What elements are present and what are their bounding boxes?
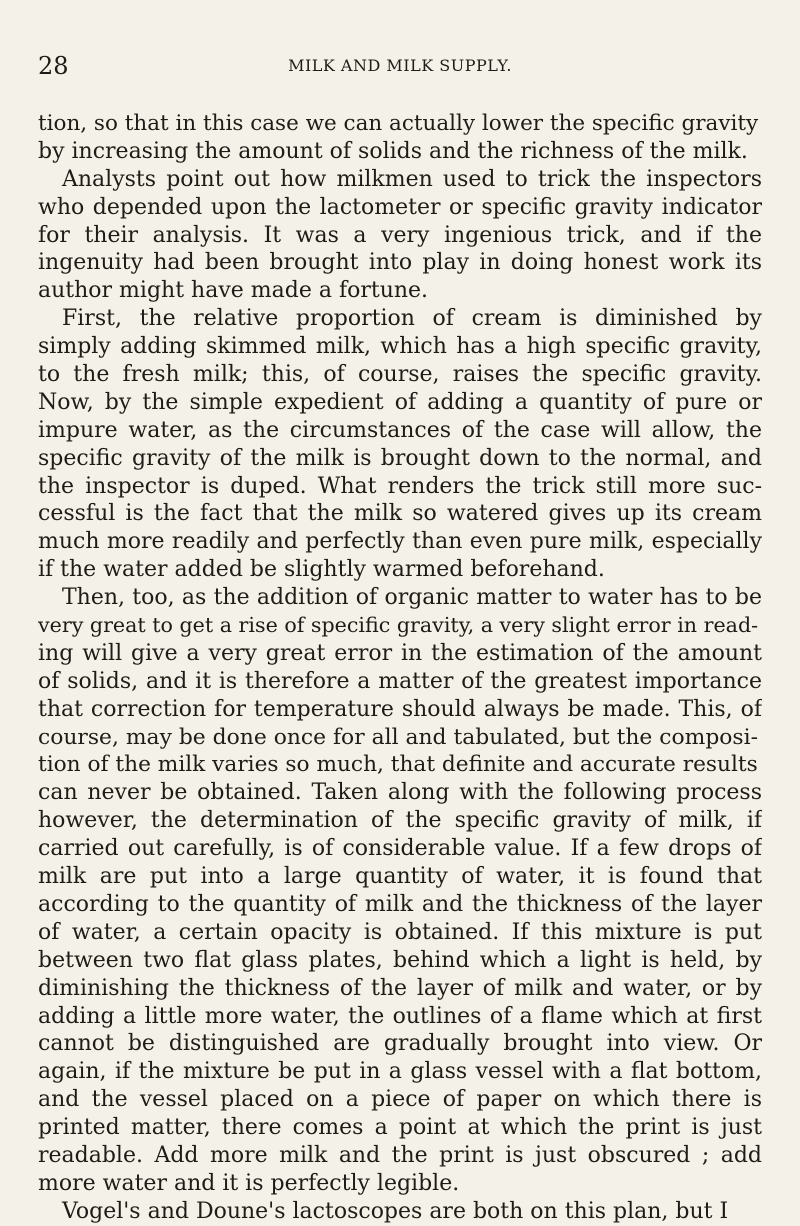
text-line: can never be obtained. Taken along with the following process xyxy=(38,780,762,806)
text-line: impure water, as the circumstances of the case will allow, the xyxy=(38,417,762,443)
text-line: who depended upon the lactometer or specific gravity indicator xyxy=(38,194,762,220)
text-line: specific gravity of the milk is brought down to the normal, and xyxy=(38,445,762,471)
text-line: Then, too, as the addition of organic matter to water has to be xyxy=(62,585,762,611)
text-line: ing will give a very great error in the estimation of the amount xyxy=(38,640,762,666)
text-line: cannot be distinguished are gradually brought into view. Or xyxy=(38,1031,762,1057)
text-line: carried out carefully, is of considerable value. If a few drops of xyxy=(38,836,762,862)
text-line: ingenuity had been brought into play in doing honest work its xyxy=(38,250,762,276)
text-line: by increasing the amount of solids and the richness of the milk. xyxy=(38,138,748,164)
text-line: much more readily and perfectly than even pure milk, especially xyxy=(38,529,762,555)
text-line: of solids, and it is therefore a matter of the greatest importance xyxy=(38,668,762,694)
page-number: 28 xyxy=(38,52,69,80)
text-line: to the fresh milk; this, of course, raises the specific gravity. xyxy=(38,362,762,388)
text-line: simply adding skimmed milk, which has a high specific gravity, xyxy=(38,334,762,360)
text-line: adding a little more water, the outlines of a flame which at first xyxy=(38,1003,762,1029)
text-line: Now, by the simple expedient of adding a quantity of pure or xyxy=(38,389,762,415)
text-line: tion of the milk varies so much, that definite and accurate results xyxy=(38,752,758,778)
running-head: MILK AND MILK SUPPLY. xyxy=(288,56,512,75)
text-line: and the vessel placed on a piece of paper on which there is xyxy=(38,1087,762,1113)
text-line: that correction for temperature should always be made. This, of xyxy=(38,696,762,722)
text-line: more water and it is perfectly legible. xyxy=(38,1170,460,1196)
text-line: milk are put into a large quantity of water, it is found that xyxy=(38,864,762,890)
text-line: the inspector is duped. What renders the trick still more suc- xyxy=(38,473,762,499)
text-line: readable. Add more milk and the print is just obscured ; add xyxy=(38,1142,762,1168)
text-line: between two flat glass plates, behind which a light is held, by xyxy=(38,947,762,973)
text-line: Vogel's and Doune's lactoscopes are both on this plan, but I xyxy=(62,1198,729,1224)
text-line: for their analysis. It was a very ingenious trick, and if the xyxy=(38,222,762,248)
body-text xyxy=(38,110,762,1226)
text-line: again, if the mixture be put in a glass vessel with a flat bottom, xyxy=(38,1059,762,1085)
text-line: printed matter, there comes a point at which the print is just xyxy=(38,1115,762,1141)
text-line: First, the relative proportion of cream is diminished by xyxy=(62,306,762,332)
text-line: of water, a certain opacity is obtained. If this mixture is put xyxy=(38,919,762,945)
page-header xyxy=(38,52,762,80)
text-line: tion, so that in this case we can actually lower the specific gravity xyxy=(38,111,759,136)
text-line: Analysts point out how milkmen used to trick the inspectors xyxy=(62,166,762,192)
text-line: very great to get a rise of specific gravity, a very slight error in read- xyxy=(38,613,759,638)
text-line: according to the quantity of milk and the thickness of the layer xyxy=(38,891,762,917)
text-line: if the water added be slightly warmed beforehand. xyxy=(38,557,605,583)
text-line: however, the determination of the specific gravity of milk, if xyxy=(38,808,762,834)
text-line: diminishing the thickness of the layer of milk and water, or by xyxy=(38,975,762,1001)
text-line: course, may be done once for all and tabulated, but the composi- xyxy=(38,724,758,750)
text-line: author might have made a fortune. xyxy=(38,278,429,304)
text-line: cessful is the fact that the milk so watered gives up its cream xyxy=(38,501,762,527)
